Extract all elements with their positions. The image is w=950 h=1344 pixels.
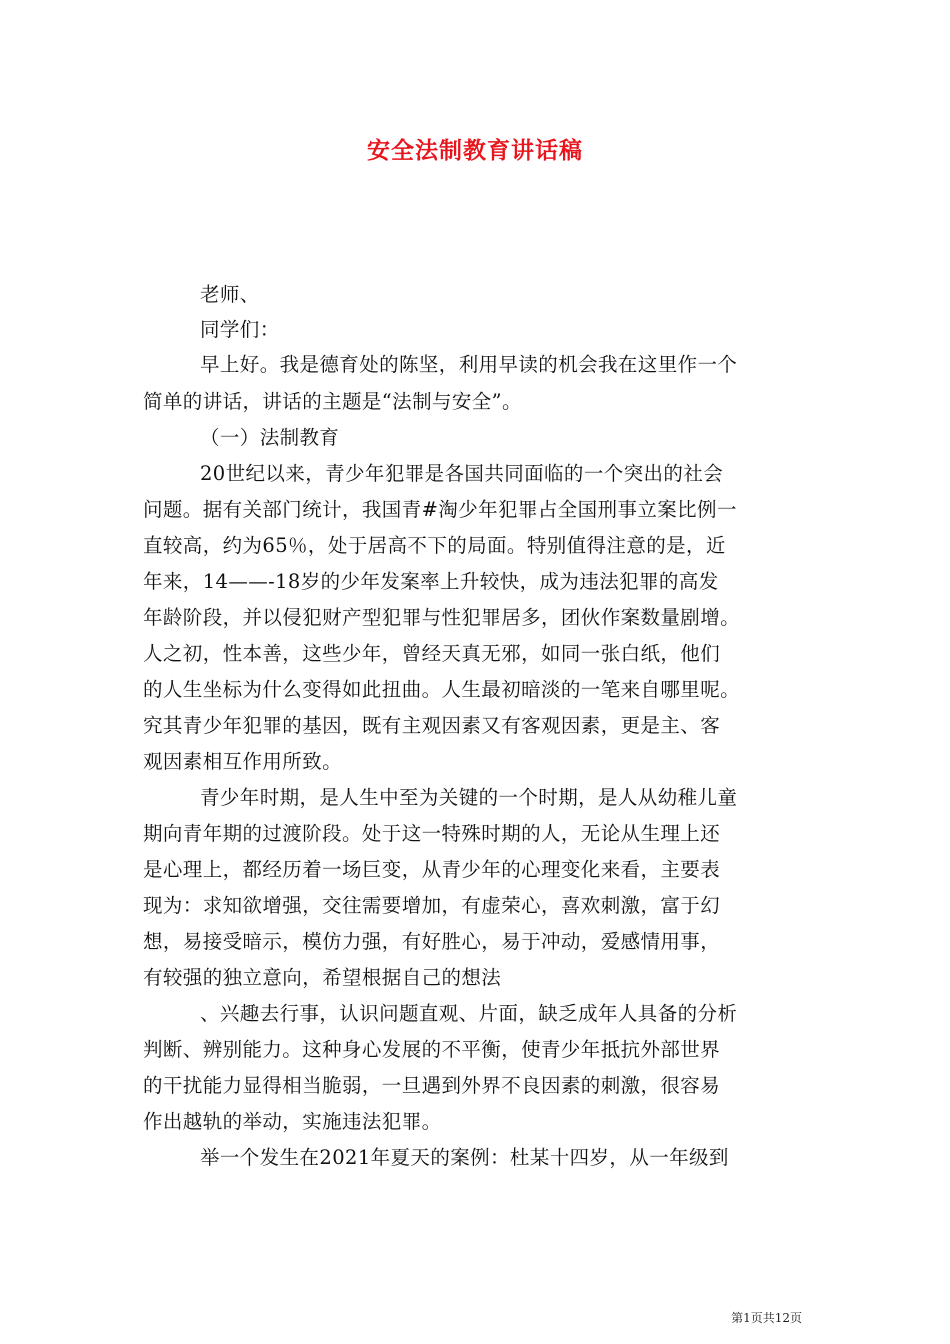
- page-number: 第1页共12页: [731, 1311, 802, 1325]
- body-line: 问题。据有关部门统计，我国青#淘少年犯罪占全国刑事立案比例一: [143, 498, 737, 521]
- body-line: 、兴趣去行事，认识问题直观、片面，缺乏成年人具备的分析: [200, 1002, 738, 1025]
- body-line: 有较强的独立意向，希望根据自己的想法: [143, 966, 502, 989]
- salutation-line: 老师、: [200, 283, 260, 306]
- body-line: 简单的讲话，讲话的主题是“法制与安全”。: [143, 390, 522, 413]
- body-line: 早上好。我是德育处的陈坚，利用早读的机会我在这里作一个: [200, 353, 738, 376]
- salutation-line: 同学们：: [200, 318, 280, 341]
- body-line: 现为：求知欲增强，交往需要增加，有虚荣心，喜欢刺激，富于幻: [143, 894, 721, 917]
- body-line: 判断、辨别能力。这种身心发展的不平衡，使青少年抵抗外部世界: [143, 1038, 721, 1061]
- body-line: 直较高，约为65％，处于居高不下的局面。特别值得注意的是，近: [143, 534, 726, 557]
- body-line: 年龄阶段，并以侵犯财产型犯罪与性犯罪居多，团伙作案数量剧增。: [143, 606, 741, 629]
- body-line: 年来，14——-18岁的少年发案率上升较快，成为违法犯罪的高发: [143, 570, 719, 593]
- body-line: 的干扰能力显得相当脆弱，一旦遇到外界不良因素的刺激，很容易: [143, 1074, 721, 1097]
- body-line: 观因素相互作用所致。: [143, 750, 343, 773]
- body-line: 是心理上，都经历着一场巨变，从青少年的心理变化来看，主要表: [143, 858, 721, 881]
- section-heading: （一）法制教育: [200, 426, 340, 449]
- body-line: 的人生坐标为什么变得如此扭曲。人生最初暗淡的一笔来自哪里呢。: [143, 678, 741, 701]
- body-line: 人之初，性本善，这些少年，曾经天真无邪，如同一张白纸，他们: [143, 642, 721, 665]
- body-line: 20世纪以来，青少年犯罪是各国共同面临的一个突出的社会: [200, 462, 724, 485]
- body-line: 举一个发生在2021年夏天的案例：杜某十四岁，从一年级到: [200, 1146, 729, 1169]
- body-line: 青少年时期，是人生中至为关键的一个时期，是人从幼稚儿童: [200, 786, 738, 809]
- body-line: 作出越轨的举动，实施违法犯罪。: [143, 1110, 442, 1133]
- document-title: 安全法制教育讲话稿: [367, 137, 583, 164]
- body-line: 期向青年期的过渡阶段。处于这一特殊时期的人，无论从生理上还: [143, 822, 721, 845]
- body-line: 究其青少年犯罪的基因，既有主观因素又有客观因素，更是主、客: [143, 714, 721, 737]
- body-line: 想，易接受暗示，模仿力强，有好胜心，易于冲动，爱感情用事，: [143, 930, 721, 953]
